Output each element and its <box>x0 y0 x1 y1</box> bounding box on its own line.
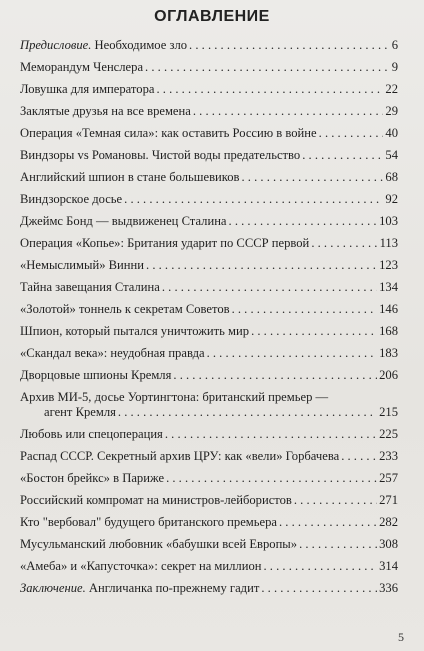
dot-leader <box>232 302 378 317</box>
toc-entry <box>20 390 398 420</box>
toc-entry-title <box>20 236 309 251</box>
toc-entry-page: 336 <box>379 581 398 595</box>
toc-entry-page: 29 <box>385 104 398 118</box>
toc-entry-text: Мусульманский любовник «бабушки всей Европы» <box>20 537 298 551</box>
dot-leader <box>189 38 390 53</box>
dot-leader <box>145 60 390 75</box>
toc-entry-text: Операция «Копье»: Британия ударит по СССР первой <box>20 236 310 250</box>
toc-entry-lead: Предисловие. <box>20 38 92 52</box>
toc-entry-title <box>20 427 163 442</box>
toc-entry <box>20 471 398 486</box>
toc-entry-text: Любовь или спецоперация <box>20 427 163 441</box>
dot-leader <box>229 214 378 229</box>
toc-entry <box>20 280 398 295</box>
toc-entry-page: 308 <box>379 537 398 551</box>
toc-entry-line <box>20 38 398 53</box>
toc-entry-line <box>20 537 398 552</box>
toc-entry-text: «Бостон брейкс» в Париже <box>20 471 165 485</box>
dot-leader <box>294 493 377 508</box>
dot-leader <box>299 537 377 552</box>
toc-entry-line <box>20 236 398 251</box>
toc-entry <box>20 214 398 229</box>
toc-entry-title <box>20 38 187 53</box>
toc-entry-text: Дворцовые шпионы Кремля <box>20 368 172 382</box>
toc-entry-line <box>20 192 398 207</box>
toc-entry <box>20 104 398 119</box>
toc-entry <box>20 148 398 163</box>
toc-entry-line <box>20 82 398 97</box>
toc-entry-line <box>20 515 398 530</box>
toc-entry-title <box>20 280 160 295</box>
dot-leader <box>242 170 384 185</box>
dot-leader <box>251 324 377 339</box>
dot-leader <box>165 427 377 442</box>
toc-entry-page: 54 <box>385 148 398 162</box>
toc-entry <box>20 581 398 596</box>
page-number: 5 <box>398 630 404 644</box>
toc-entry <box>20 302 398 317</box>
dot-leader <box>173 368 377 383</box>
toc-entry-lead: Заключение. <box>20 581 86 595</box>
toc-entry-page: 282 <box>379 515 398 529</box>
toc-entry-line <box>20 60 398 75</box>
toc-entry-line <box>20 258 398 273</box>
toc-entry-page: 168 <box>379 324 398 338</box>
toc-entry-line <box>20 493 398 508</box>
toc-entry-title <box>20 60 143 75</box>
toc-entry-line <box>20 170 398 185</box>
toc-entry-line <box>20 280 398 295</box>
toc-entry-line <box>20 346 398 361</box>
toc-entry-page: 123 <box>379 258 398 272</box>
toc-entry <box>20 368 398 383</box>
toc-entry-title <box>20 104 191 119</box>
toc-entry-page: 233 <box>379 449 398 463</box>
toc-entry <box>20 60 398 75</box>
dot-leader <box>279 515 377 530</box>
dot-leader <box>341 449 377 464</box>
toc-entry-page: 40 <box>385 126 398 140</box>
toc-entry <box>20 236 398 251</box>
toc-entry-line <box>20 449 398 464</box>
toc-entry-page: 146 <box>379 302 398 316</box>
toc-entry-text: «Скандал века»: неудобная правда <box>20 346 205 360</box>
toc-entry-text: Заклятые друзья на все времена <box>20 104 191 118</box>
toc-entry-title <box>20 471 164 486</box>
dot-leader <box>124 192 383 207</box>
toc-entry-text: агент Кремля <box>44 405 116 419</box>
toc-entry-title <box>20 258 144 273</box>
toc-entry <box>20 493 398 508</box>
toc-entry-text: Меморандум Ченслера <box>20 60 144 74</box>
toc-entry-text: Операция «Темная сила»: как оставить Россию в войне <box>20 126 317 140</box>
toc-entry <box>20 38 398 53</box>
toc-entry-text: Кто "вербовал" будущего британского премьера <box>20 515 277 529</box>
toc-entry <box>20 324 398 339</box>
toc-entry-text: Шпион, который пытался уничтожить мир <box>20 324 250 338</box>
toc-entry-line <box>20 324 398 339</box>
dot-leader <box>166 471 377 486</box>
dot-leader <box>261 581 377 596</box>
toc-entry <box>20 449 398 464</box>
toc-entry-text: Виндзоры vs Романовы. Чистой воды предательство <box>20 148 301 162</box>
toc-entry-text: Виндзорское досье <box>20 192 123 206</box>
dot-leader <box>162 280 377 295</box>
toc-entry-page: 92 <box>385 192 398 206</box>
toc-entry-line <box>20 104 398 119</box>
toc-entry-line <box>20 581 398 596</box>
toc-entry-text: Тайна завещания Сталина <box>20 280 160 294</box>
toc-entry-page: 134 <box>379 280 398 294</box>
toc-entry-text: Английский шпион в стане большевиков <box>20 170 240 184</box>
toc-entry-line <box>20 471 398 486</box>
toc-entry-line <box>20 126 398 141</box>
toc-entry <box>20 258 398 273</box>
toc-entry-page: 257 <box>379 471 398 485</box>
dot-leader <box>311 236 377 251</box>
toc-entry-page: 68 <box>385 170 398 184</box>
toc-entry-page: 225 <box>379 427 398 441</box>
toc-entry-page: 314 <box>379 559 398 573</box>
toc-entry-title <box>20 537 297 552</box>
toc-entry-title <box>20 581 259 596</box>
toc-entry-title <box>20 170 240 185</box>
toc-entry-title <box>20 559 262 574</box>
dot-leader <box>118 405 377 420</box>
toc-entry <box>20 427 398 442</box>
table-of-contents <box>20 38 398 603</box>
dot-leader <box>146 258 377 273</box>
toc-entry-page: 6 <box>391 38 398 52</box>
toc-entry-text: Англичанка по-прежнему гадит <box>85 581 260 595</box>
toc-entry-title <box>20 214 227 229</box>
toc-entry-title <box>20 148 300 163</box>
toc-entry-page: 113 <box>379 236 398 250</box>
toc-entry <box>20 170 398 185</box>
toc-entry-line <box>20 405 398 420</box>
toc-entry-page: 206 <box>379 368 398 382</box>
toc-entry-text: Ловушка для императора <box>20 82 155 96</box>
dot-leader <box>319 126 384 141</box>
dot-leader <box>264 559 378 574</box>
toc-entry-page: 9 <box>391 60 398 74</box>
toc-entry-text: Распад СССР. Секретный архив ЦРУ: как «вели» Горбачева <box>20 449 340 463</box>
toc-entry-title: Архив МИ-5, досье Уортингтона: британский премьер — <box>20 390 329 404</box>
toc-entry-line <box>20 214 398 229</box>
toc-entry-title <box>20 449 339 464</box>
toc-entry-text: Российский компромат на министров-лейбористов <box>20 493 292 507</box>
toc-entry-page: 103 <box>379 214 398 228</box>
toc-entry <box>20 82 398 97</box>
toc-entry-title <box>20 126 317 141</box>
toc-entry <box>20 126 398 141</box>
toc-entry-title <box>20 493 292 508</box>
toc-entry-text: Джеймс Бонд — выдвиженец Сталина <box>20 214 227 228</box>
toc-entry-text: «Амеба» и «Капусточка»: секрет на миллион <box>20 559 262 573</box>
toc-entry-title <box>44 405 116 420</box>
dot-leader <box>302 148 383 163</box>
toc-entry-line <box>20 302 398 317</box>
toc-entry-line <box>20 559 398 574</box>
toc-entry-page: 215 <box>379 405 398 419</box>
toc-entry-line <box>20 368 398 383</box>
toc-entry-title <box>20 324 249 339</box>
toc-entry-page: 271 <box>379 493 398 507</box>
toc-entry-page: 22 <box>385 82 398 96</box>
toc-entry-title <box>20 346 205 361</box>
toc-entry-page: 183 <box>379 346 398 360</box>
toc-entry <box>20 192 398 207</box>
toc-entry-line <box>20 427 398 442</box>
toc-entry-title <box>20 192 122 207</box>
toc-heading: ОГЛАВЛЕНИЕ <box>154 8 270 25</box>
toc-entry-title <box>20 82 154 97</box>
toc-entry-line <box>20 148 398 163</box>
toc-entry-text: Необходимое зло <box>91 38 188 52</box>
toc-entry <box>20 559 398 574</box>
toc-entry-title <box>20 368 171 383</box>
toc-entry <box>20 537 398 552</box>
dot-leader <box>207 346 378 361</box>
toc-entry-title <box>20 515 277 530</box>
toc-entry-text: «Немыслимый» Винни <box>20 258 145 272</box>
dot-leader <box>193 104 384 119</box>
toc-entry-text: «Золотой» тоннель к секретам Советов <box>20 302 230 316</box>
toc-entry <box>20 346 398 361</box>
toc-entry <box>20 515 398 530</box>
toc-entry-title <box>20 302 230 317</box>
dot-leader <box>156 82 383 97</box>
